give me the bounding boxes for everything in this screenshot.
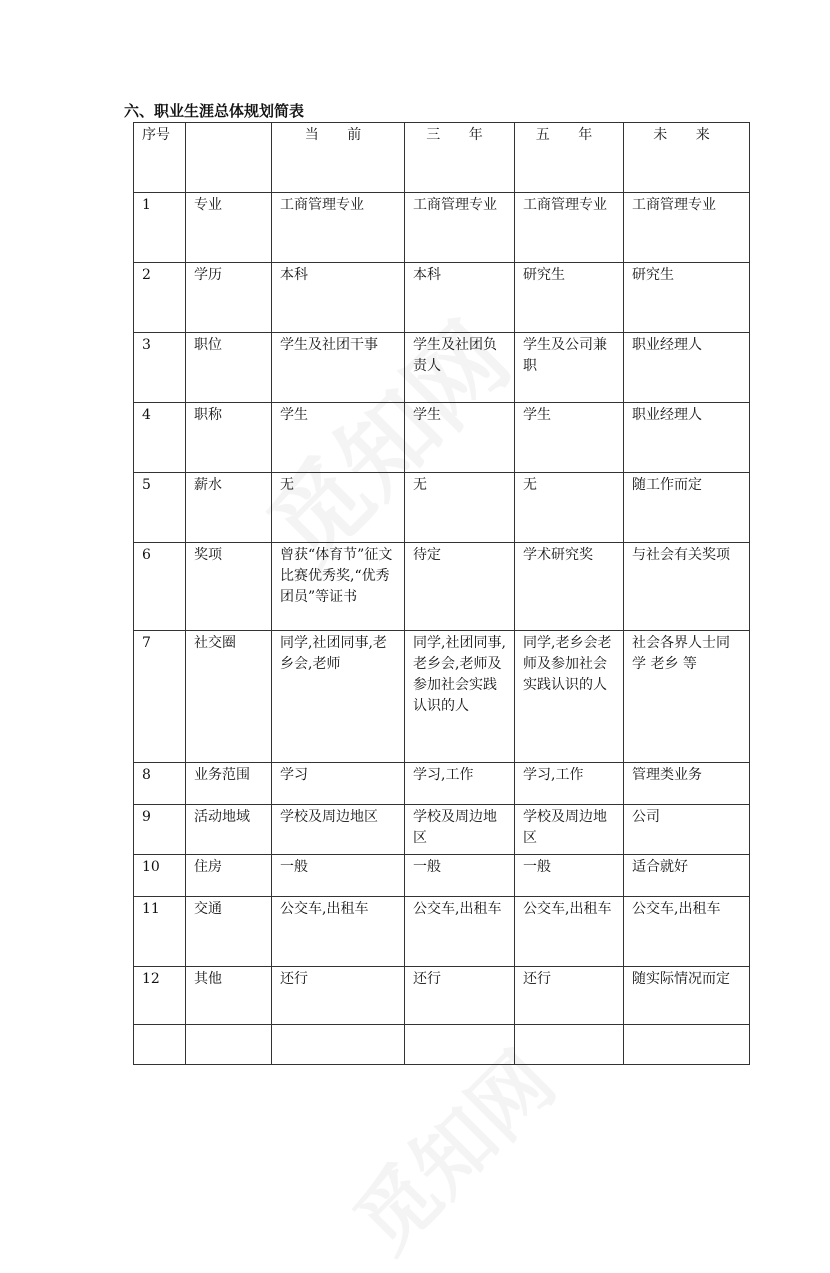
table-row — [134, 631, 750, 763]
cell-index: 1 — [134, 193, 186, 263]
table-row — [134, 763, 750, 805]
cell-five-years: 学校及周边地区 — [515, 805, 624, 855]
cell-item: 社交圈 — [186, 631, 272, 763]
cell-future: 职业经理人 — [624, 403, 750, 473]
cell-three-years: 工商管理专业 — [405, 193, 515, 263]
cell-item: 学历 — [186, 263, 272, 333]
cell-future: 工商管理专业 — [624, 193, 750, 263]
cell-current: 学习 — [272, 763, 405, 805]
header-cell-three-years: 三 年 — [405, 123, 515, 193]
cell-three-years: 学校及周边地区 — [405, 805, 515, 855]
cell-five-years: 学习,工作 — [515, 763, 624, 805]
cell-three-years: 学生 — [405, 403, 515, 473]
table-row — [134, 263, 750, 333]
cell-five-years: 无 — [515, 473, 624, 543]
cell-item: 奖项 — [186, 543, 272, 631]
cell-three-years: 无 — [405, 473, 515, 543]
cell-future: 管理类业务 — [624, 763, 750, 805]
cell-item: 住房 — [186, 855, 272, 897]
cell-five-years: 学术研究奖 — [515, 543, 624, 631]
cell-index: 2 — [134, 263, 186, 333]
cell-five-years: 公交车,出租车 — [515, 897, 624, 967]
cell-current — [272, 1025, 405, 1065]
cell-three-years — [405, 1025, 515, 1065]
cell-current: 无 — [272, 473, 405, 543]
cell-future — [624, 1025, 750, 1065]
cell-three-years: 一般 — [405, 855, 515, 897]
cell-three-years: 同学,社团同事,老乡会,老师及参加社会实践认识的人 — [405, 631, 515, 763]
cell-index: 11 — [134, 897, 186, 967]
cell-item: 职位 — [186, 333, 272, 403]
header-cell-future: 未 来 — [624, 123, 750, 193]
cell-current: 工商管理专业 — [272, 193, 405, 263]
cell-three-years: 学生及社团负责人 — [405, 333, 515, 403]
cell-item: 职称 — [186, 403, 272, 473]
cell-future: 研究生 — [624, 263, 750, 333]
cell-five-years: 学生 — [515, 403, 624, 473]
cell-index: 3 — [134, 333, 186, 403]
cell-future: 适合就好 — [624, 855, 750, 897]
cell-five-years: 一般 — [515, 855, 624, 897]
cell-index: 9 — [134, 805, 186, 855]
cell-current: 学生及社团干事 — [272, 333, 405, 403]
cell-three-years: 公交车,出租车 — [405, 897, 515, 967]
cell-item: 其他 — [186, 967, 272, 1025]
table-row — [134, 473, 750, 543]
cell-item: 交通 — [186, 897, 272, 967]
table-row — [134, 897, 750, 967]
cell-five-years: 同学,老乡会老师及参加社会实践认识的人 — [515, 631, 624, 763]
cell-current: 还行 — [272, 967, 405, 1025]
cell-future: 公交车,出租车 — [624, 897, 750, 967]
cell-item: 薪水 — [186, 473, 272, 543]
section-title: 六、职业生涯总体规划简表 — [124, 102, 305, 120]
table-row — [134, 805, 750, 855]
cell-item: 业务范围 — [186, 763, 272, 805]
cell-index — [134, 1025, 186, 1065]
cell-future: 随实际情况而定 — [624, 967, 750, 1025]
cell-three-years: 本科 — [405, 263, 515, 333]
cell-index: 5 — [134, 473, 186, 543]
header-cell-index: 序号 — [134, 123, 186, 193]
table-row — [134, 967, 750, 1025]
cell-current: 学生 — [272, 403, 405, 473]
table-row — [134, 1025, 750, 1065]
cell-future: 与社会有关奖项 — [624, 543, 750, 631]
table-row — [134, 855, 750, 897]
cell-five-years — [515, 1025, 624, 1065]
cell-item — [186, 1025, 272, 1065]
header-cell-five-years: 五 年 — [515, 123, 624, 193]
cell-future: 社会各界人士同学 老乡 等 — [624, 631, 750, 763]
cell-five-years: 学生及公司兼职 — [515, 333, 624, 403]
cell-index: 12 — [134, 967, 186, 1025]
cell-five-years: 还行 — [515, 967, 624, 1025]
career-plan-table — [133, 122, 750, 1065]
cell-index: 7 — [134, 631, 186, 763]
table-row — [134, 543, 750, 631]
cell-current: 曾获“体育节”征文比赛优秀奖,“优秀团员”等证书 — [272, 543, 405, 631]
cell-three-years: 还行 — [405, 967, 515, 1025]
header-cell-item — [186, 123, 272, 193]
cell-future: 职业经理人 — [624, 333, 750, 403]
cell-five-years: 工商管理专业 — [515, 193, 624, 263]
cell-index: 4 — [134, 403, 186, 473]
cell-current: 同学,社团同事,老乡会,老师 — [272, 631, 405, 763]
table-row — [134, 193, 750, 263]
cell-five-years: 研究生 — [515, 263, 624, 333]
cell-three-years: 学习,工作 — [405, 763, 515, 805]
cell-current: 公交车,出租车 — [272, 897, 405, 967]
cell-item: 活动地域 — [186, 805, 272, 855]
cell-future: 随工作而定 — [624, 473, 750, 543]
header-row — [134, 123, 750, 193]
cell-three-years: 待定 — [405, 543, 515, 631]
cell-current: 学校及周边地区 — [272, 805, 405, 855]
table-row — [134, 403, 750, 473]
cell-future: 公司 — [624, 805, 750, 855]
cell-index: 8 — [134, 763, 186, 805]
cell-current: 一般 — [272, 855, 405, 897]
header-cell-current: 当 前 — [272, 123, 405, 193]
cell-item: 专业 — [186, 193, 272, 263]
cell-index: 6 — [134, 543, 186, 631]
cell-current: 本科 — [272, 263, 405, 333]
cell-index: 10 — [134, 855, 186, 897]
table-row — [134, 333, 750, 403]
